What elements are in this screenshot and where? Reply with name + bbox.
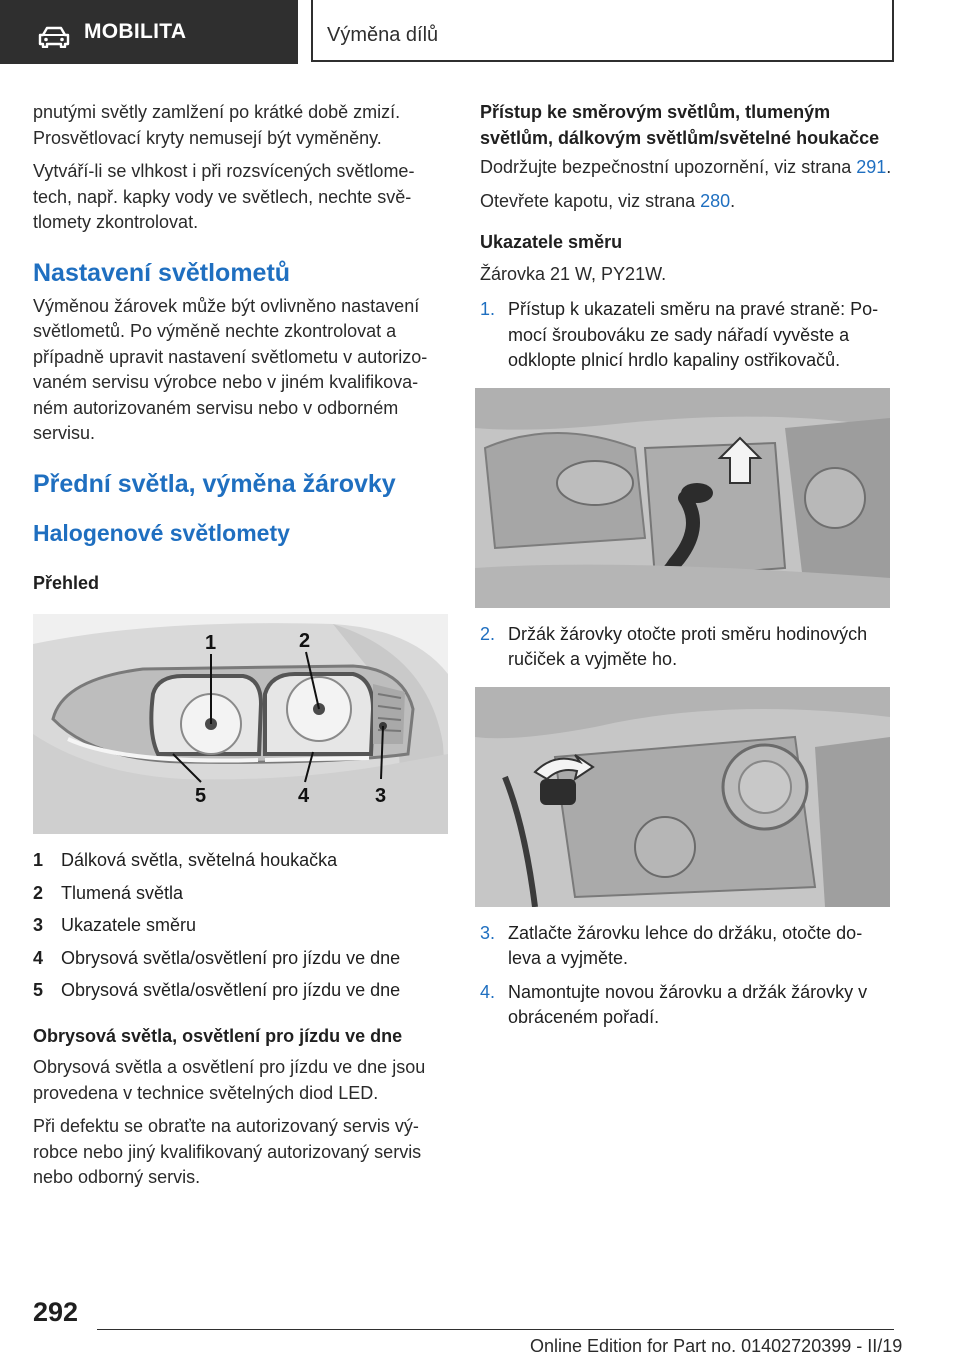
hood-period: . xyxy=(730,190,736,211)
engine-bay-figure-1 xyxy=(475,388,890,608)
left-column xyxy=(33,100,448,1199)
step-text: Přístup k ukazateli směru na pravé straně: Po- mocí šroubováku ze sady nářadí vyvěste a odklopte plnicí hrdlo kapaliny ostřikovačů. xyxy=(508,299,879,370)
figure-legend xyxy=(33,848,448,1004)
step-text: Držák žárovky otočte proti směru hodinových ručiček a vyjměte ho. xyxy=(508,623,868,669)
obrysova-paragraph-1: Obrysová světla a osvětlení pro jízdu ve dne jsou provedena v technice světelných diod LED. xyxy=(33,1057,426,1103)
legend-item xyxy=(33,978,448,1004)
heading-nastaveni: Nastavení světlometů xyxy=(33,258,291,287)
bulb-holder-illustration xyxy=(475,687,890,907)
car-icon xyxy=(38,26,70,48)
safety-text: Dodržujte bezpečnostní upozornění, viz strana xyxy=(480,157,857,177)
callout-1: 1 xyxy=(205,632,217,654)
step-number: 4. xyxy=(480,981,496,1002)
page-link-280[interactable]: 280 xyxy=(700,190,731,211)
legend-item xyxy=(33,946,448,972)
heading-prehled: Přehled xyxy=(33,572,100,593)
step-text: Zatlačte žárovku lehce do držáku, otočte do- leva a vyjměte. xyxy=(508,922,863,968)
nastaveni-paragraph: Výměnou žárovek může být ovlivněno nastavení světlometů. Po výměně nechte zkontrolovat a případně upravit nastavení světlometu v autorizo- vaném servisu výrobce nebo v jiném kvalifikova- ném autorizovaném servisu nebo v odborném servisu. xyxy=(33,295,428,443)
steps-list-a xyxy=(480,297,895,374)
page-link-291[interactable]: 291 xyxy=(856,157,887,177)
heading-predni-svetla: Přední světla, výměna žárovky xyxy=(33,469,396,498)
legend-number: 4 xyxy=(33,947,44,968)
chapter-title: Výměna dílů xyxy=(327,24,439,46)
step-number: 2. xyxy=(480,623,496,644)
section-tab[interactable] xyxy=(0,0,298,64)
intro-paragraph-1: pnutými světly zamlžení po krátké době zmizí. Prosvětlovací kryty nemusejí být vyměněny. xyxy=(33,102,401,148)
legend-text: Tlumená světla xyxy=(61,882,184,903)
legend-text: Ukazatele směru xyxy=(61,915,197,935)
legend-item xyxy=(33,881,448,907)
headlight-illustration xyxy=(33,614,448,834)
bulb-spec: Žárovka 21 W, PY21W. xyxy=(480,263,667,284)
legend-number: 5 xyxy=(33,980,44,1000)
legend-text: Obrysová světla/osvětlení pro jízdu ve dne xyxy=(61,947,401,968)
legend-text: Obrysová světla/osvětlení pro jízdu ve dne xyxy=(61,980,401,1000)
hood-text: Otevřete kapotu, viz strana xyxy=(480,190,701,211)
headlight-figure xyxy=(33,614,448,834)
hood-paragraph xyxy=(480,189,895,215)
step-text: Namontujte novou žárovku a držák žárovky v obráceném pořadí. xyxy=(508,981,868,1027)
legend-number: 2 xyxy=(33,882,44,903)
footer-divider xyxy=(97,1329,894,1330)
step-number: 1. xyxy=(480,299,496,319)
legend-item xyxy=(33,848,448,874)
callout-3: 3 xyxy=(375,785,387,807)
chapter-tab[interactable] xyxy=(311,0,894,62)
legend-item xyxy=(33,913,448,939)
safety-paragraph xyxy=(480,155,895,181)
step-item xyxy=(480,980,895,1031)
step-number: 3. xyxy=(480,922,496,943)
steps-list-b xyxy=(480,622,895,673)
callout-4: 4 xyxy=(298,785,310,807)
step-item xyxy=(480,297,895,374)
heading-obrysova: Obrysová světla, osvětlení pro jízdu ve dne xyxy=(33,1025,403,1046)
legend-number: 3 xyxy=(33,915,44,935)
heading-halogen: Halogenové světlomety xyxy=(33,519,290,546)
section-title: MOBILITA xyxy=(84,20,187,43)
engine-bay-figure-2 xyxy=(475,687,890,907)
callout-5: 5 xyxy=(195,785,207,807)
intro-paragraph-2: Vytváří-li se vlhkost i při rozsvícených světlome- tech, např. kapky vody ve světlech, nechte svě- tlomety zkontrolovat. xyxy=(33,161,415,232)
heading-pristup: Přístup ke směrovým světlům, tlumeným světlům, dálkovým světlům/světelné houkačce xyxy=(480,102,880,148)
washer-filler-illustration xyxy=(475,388,890,608)
page-number: 292 xyxy=(33,1297,79,1327)
safety-period: . xyxy=(886,157,892,177)
step-item xyxy=(480,921,895,972)
callout-2: 2 xyxy=(299,630,311,652)
obrysova-paragraph-2: Při defektu se obraťte na autorizovaný servis vý- robce nebo jiný kvalifikovaný autorizovaný servis nebo odborný servis. xyxy=(33,1116,422,1187)
legend-number: 1 xyxy=(33,850,44,870)
step-item xyxy=(480,622,895,673)
heading-ukazatele: Ukazatele směru xyxy=(480,232,623,252)
steps-list-c xyxy=(480,921,895,1031)
legend-text: Dálková světla, světelná houkačka xyxy=(61,850,338,870)
right-column xyxy=(480,100,895,1039)
page-header xyxy=(0,0,960,66)
edition-text: Online Edition for Part no. 01402720399 - II/19 xyxy=(530,1336,903,1356)
